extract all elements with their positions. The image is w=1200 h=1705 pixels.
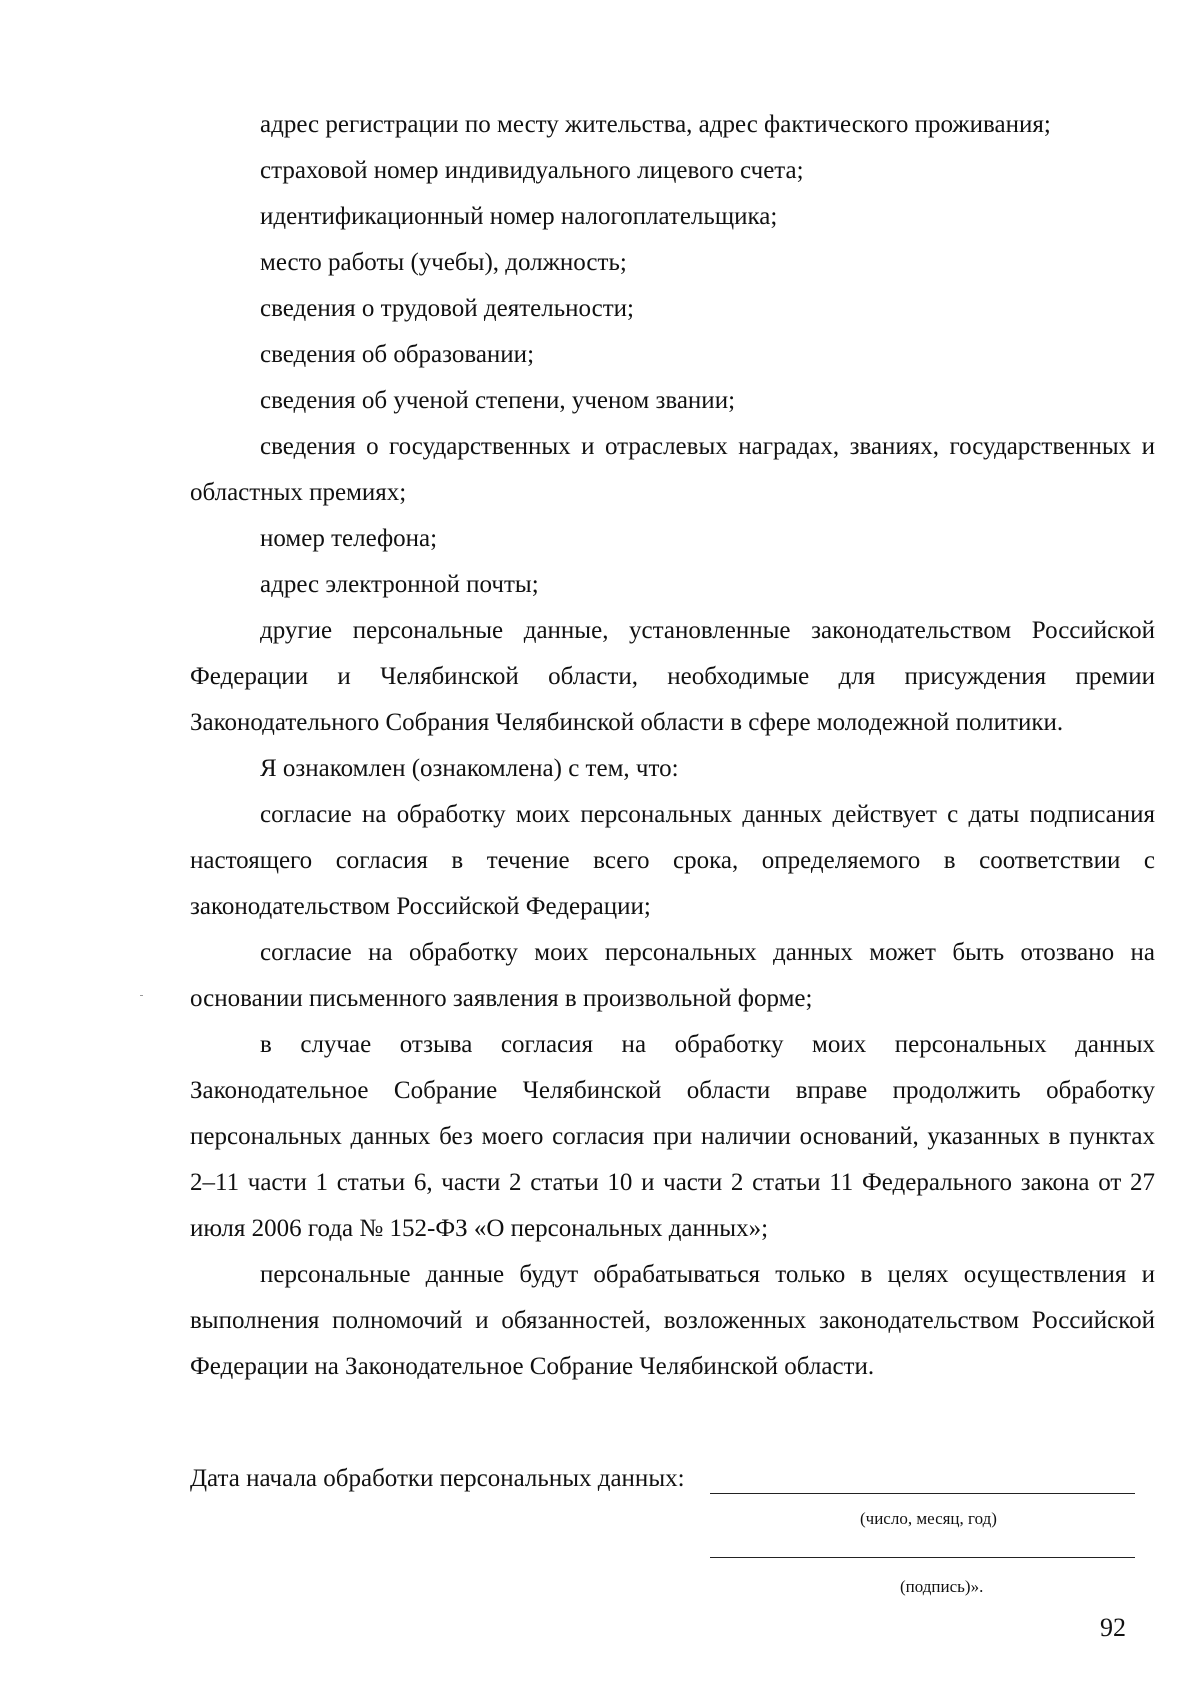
paragraph-phone: номер телефона; <box>260 525 438 552</box>
signature-line <box>710 1557 1135 1558</box>
date-line <box>710 1493 1135 1494</box>
paragraph-education: сведения об образовании; <box>260 341 535 368</box>
date-row <box>190 1465 1155 1505</box>
page-number: 92 <box>1100 1613 1126 1642</box>
paragraph-insurance-number: страховой номер индивидуального лицевого счета; <box>260 157 804 184</box>
paragraph-awards: сведения о государственных и отраслевых наградах, званиях, государственных и областных премиях; <box>190 433 1155 506</box>
signature-hint: (подпись)». <box>900 1577 984 1596</box>
paragraph-work-history: сведения о трудовой деятельности; <box>260 295 634 322</box>
paragraph-taxpayer-id: идентификационный номер налогоплательщика; <box>260 203 778 230</box>
body-text <box>190 102 1155 1390</box>
date-hint: (число, месяц, год) <box>860 1509 997 1528</box>
margin-mark <box>140 995 143 996</box>
paragraph-workplace: место работы (учебы), должность; <box>260 249 627 276</box>
date-label: Дата начала обработки персональных данных: <box>190 1465 685 1492</box>
paragraph-revocation-consequences: в случае отзыва согласия на обработку моих персональных данных Законодательное Собрание Челябинской области вправе продолжить обработку персональных данных без моего согласия при наличии оснований, указанных в пунктах 2–11 части 1 статьи 6, части 2 статьи 10 и части 2 статьи 11 Федерального закона от 27 июля 2006 года № 152-ФЗ «О персональных данных»; <box>190 1031 1155 1242</box>
paragraph-other-data: другие персональные данные, установленные законодательством Российской Федерации и Челябинской области, необходимые для присуждения премии Законодательного Собрания Челябинской области в сфере молодежной политики. <box>190 617 1155 736</box>
paragraph-academic-degree: сведения об ученой степени, ученом звании; <box>260 387 736 414</box>
paragraph-processing-purpose: персональные данные будут обрабатываться только в целях осуществления и выполнения полномочий и обязанностей, возложенных законодательством Российской Федерации на Законодательное Собрание Челябинской области. <box>190 1261 1155 1380</box>
paragraph-consent-duration: согласие на обработку моих персональных данных действует с даты подписания настоящего согласия в течение всего срока, определяемого в соответствии с законодательством Российской Федерации; <box>190 801 1155 920</box>
paragraph-consent-revocation: согласие на обработку моих персональных данных может быть отозвано на основании письменного заявления в произвольной форме; <box>190 939 1155 1012</box>
paragraph-acknowledgement: Я ознакомлен (ознакомлена) с тем, что: <box>260 755 679 782</box>
signature-block <box>190 1465 1155 1596</box>
paragraph-registration-address: адрес регистрации по месту жительства, адрес фактического проживания; <box>260 111 1051 138</box>
paragraph-email: адрес электронной почты; <box>260 571 539 598</box>
